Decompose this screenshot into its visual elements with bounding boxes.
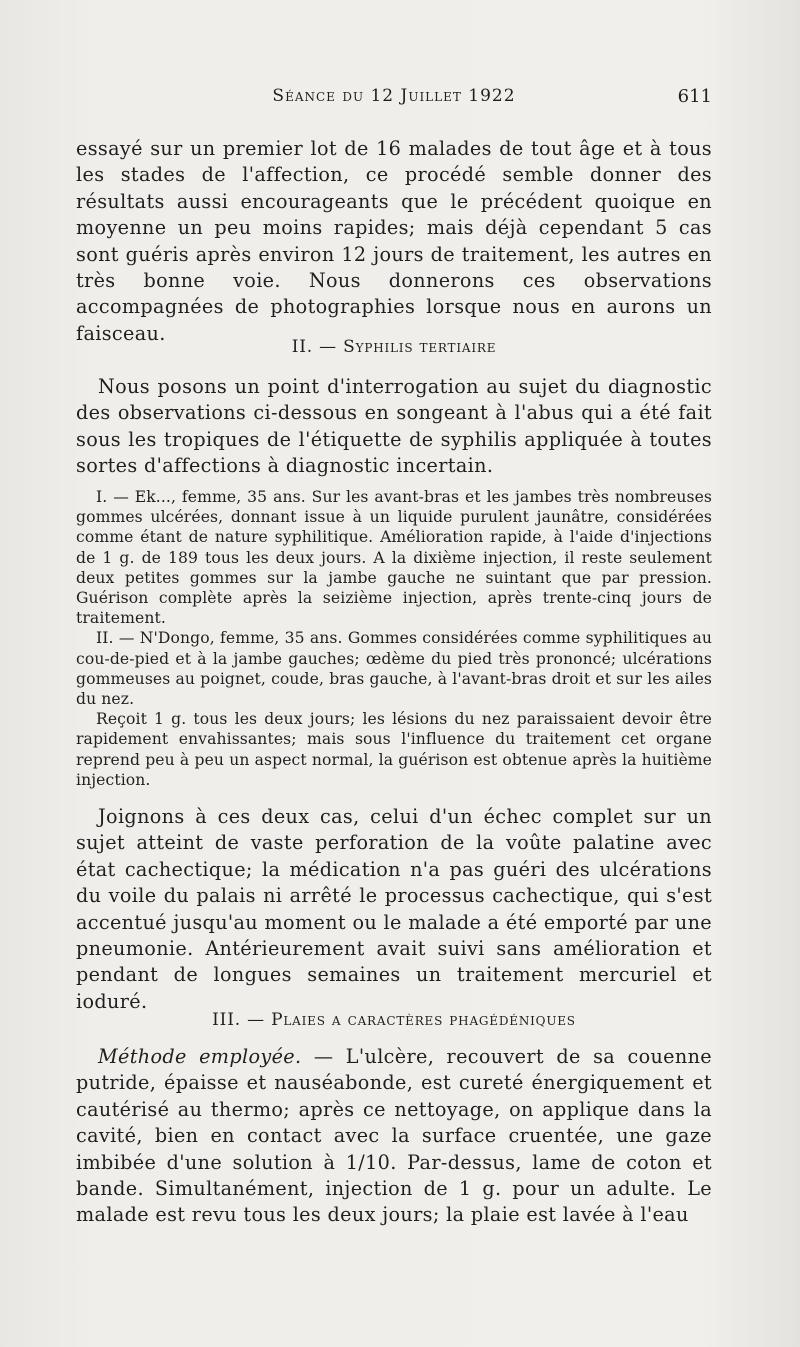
page-header [76,86,712,116]
paragraph-4-block [76,1044,712,1229]
paragraph-3: Joignons à ces deux cas, celui d'un échec complet sur un sujet atteint de vaste perforation de la voûte palatine avec état cachectique; la médication n'a pas guéri des ulcérations du voile du palais ni arrêté le processus cachectique, qui s'est accentué jusqu'au moment ou le malade a été emporté par une pneumonie. Antérieurement avait suivi sans amélioration et pendant de longues semaines un traitement mercuriel et ioduré. [76,805,712,1013]
paragraph-3-block [76,804,712,1015]
section-2-heading: II. — Syphilis tertiaire [291,337,497,357]
method-body: — L'ulcère, recouvert de sa couenne putride, épaisse et nauséabonde, est cureté énergiquement et cautérisé au thermo; après ce nettoyage, on applique dans la cavité, bien en contact avec la surface cruentée, une gaze imbibée d'une solution à 1/10. Par-dessus, lame de coton et bande. Simultanément, injection de 1 g. pour un adulte. Le malade est revu tous les deux jours; la plaie est lavée à l'eau [76,1045,713,1227]
paragraph-1: essayé sur un premier lot de 16 malades de tout âge et à tous les stades de l'affection, ce procédé semble donner des résultats aussi encourageants que le précédent quoique en moyenne un peu moins rapides; mais déjà cependant 5 cas sont guéris après environ 12 jours de traitement, les autres en très bonne voie. Nous donnerons ces observations accompagnées de photographies lorsque nous en aurons un faisceau. [76,137,712,345]
observations-block [76,487,712,790]
paragraph-1-block [76,136,712,347]
paragraph-4 [76,1044,712,1229]
observation-2: II. — N'Dongo, femme, 35 ans. Gommes considérées comme syphilitiques au cou-de-pied et à la jambe gauches; œdème du pied très prononcé; ulcérations gommeuses au poignet, coude, bras gauche, à l'avant-bras droit et sur les ailes du nez. [76,629,712,709]
method-lead: Méthode employée. [98,1045,302,1068]
section-3-heading: III. — Plaies a caractères phagédéniques [212,1010,576,1030]
paragraph-2: Nous posons un point d'interrogation au sujet du diagnostic des observations ci-dessous en songeant à l'abus qui a été fait sous les tropiques de l'étiquette de syphilis appliquée à toutes sortes d'affections à diagnostic incertain. [76,375,712,478]
running-title: Séance du 12 Juillet 1922 [272,86,516,106]
page-number: 611 [677,86,712,107]
observation-2-treatment: Reçoit 1 g. tous les deux jours; les lésions du nez paraissaient devoir être rapidement envahissantes; mais sous l'influence du traitement cet organe reprend peu à peu un aspect normal, la guérison est obtenue après la huitième injection. [76,710,712,789]
paragraph-2-block [76,374,712,480]
observation-1: I. — Ek..., femme, 35 ans. Sur les avant-bras et les jambes très nombreuses gommes ulcérées, donnant issue à un liquide purulent jaunâtre, considérées comme étant de nature syphilitique. Amélioration rapide, à l'aide d'injections de 1 g. de 189 tous les deux jours. A la dixième injection, il reste seulement deux petites gommes sur la jambe gauche ne suintant que par pression. Guérison complète après la seizième injection, après trente-cinq jours de traitement. [76,488,712,628]
